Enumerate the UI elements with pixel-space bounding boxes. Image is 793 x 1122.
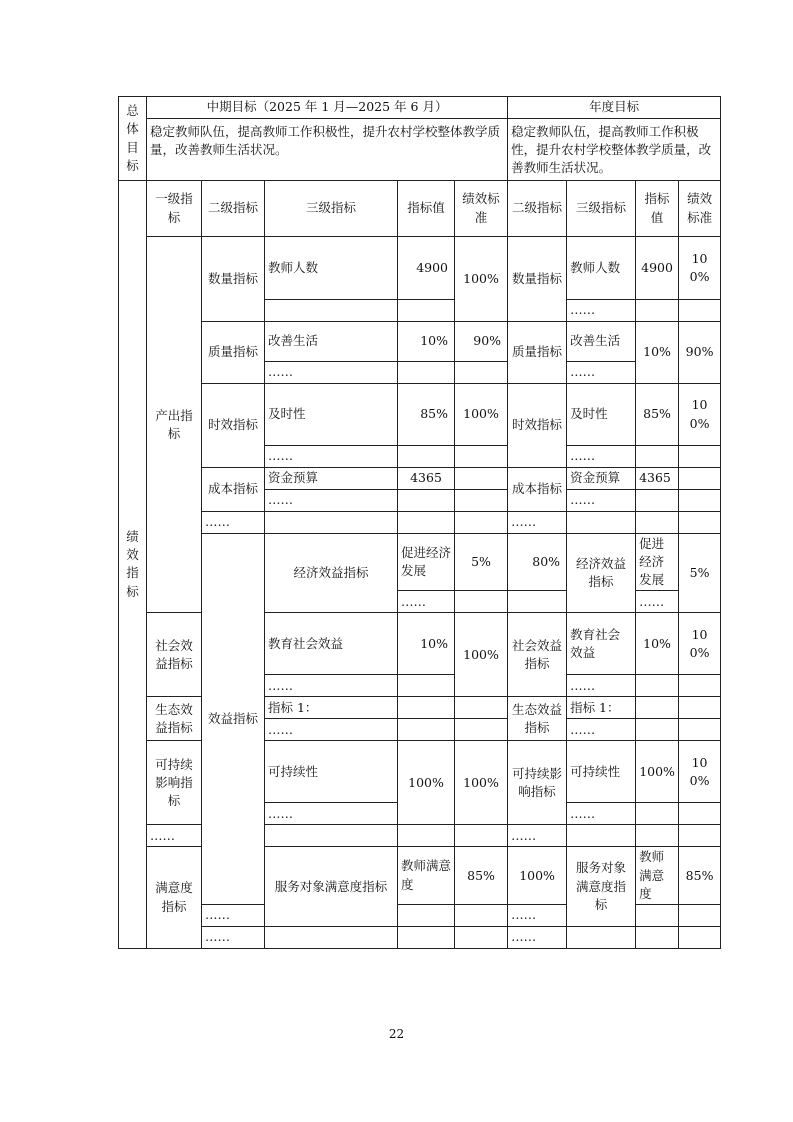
- benefit-indicators-label: 效益指标: [202, 534, 265, 905]
- empty-cell: [636, 300, 679, 322]
- performance-indicators-label: 绩效指标: [119, 181, 147, 949]
- timeliness-more: ……: [265, 446, 398, 468]
- ecological-item: 指标 1：: [265, 697, 398, 719]
- empty-cell: [679, 904, 721, 926]
- empty-cell: [398, 926, 455, 948]
- annual-social-more: ……: [567, 675, 636, 697]
- annual-quantity-item: 教师人数: [567, 237, 636, 300]
- empty-cell: [398, 697, 455, 719]
- annual-social-label: 社会效益指标: [508, 613, 567, 697]
- empty-cell: [455, 591, 508, 613]
- annual-ecological-more: ……: [567, 719, 636, 741]
- empty-cell: [636, 490, 679, 512]
- empty-cell: [567, 926, 636, 948]
- quantity-value: 4900: [398, 237, 455, 300]
- annual-timeliness-item: 及时性: [567, 384, 636, 446]
- social-indicator-label: 社会效益指标: [147, 613, 202, 697]
- annual-economic-label: 经济效益指标: [567, 534, 636, 613]
- annual-quantity-label: 数量指标: [508, 237, 567, 322]
- empty-cell: [455, 719, 508, 741]
- quantity-blank-value: [398, 300, 455, 322]
- empty-cell: [398, 719, 455, 741]
- output-more: ……: [202, 512, 265, 534]
- output-indicators-label: 产出指标: [147, 237, 202, 613]
- cost-item: 资金预算: [265, 468, 398, 490]
- annual-timeliness-value: 85%: [636, 384, 679, 446]
- empty-cell: [636, 675, 679, 697]
- annual-sustainable-label: 可持续影响指标: [508, 741, 567, 825]
- empty-cell: [679, 490, 721, 512]
- annual-quality-item: 改善生活: [567, 322, 636, 362]
- empty-cell: [508, 591, 567, 613]
- annual-quantity-value: 4900: [636, 237, 679, 300]
- annual-timeliness-label: 时效指标: [508, 384, 567, 468]
- overall-target-label: 总体目标: [119, 97, 147, 181]
- empty-cell: [398, 675, 455, 697]
- empty-cell: [398, 362, 455, 384]
- empty-cell: [679, 468, 721, 490]
- midterm-target-header: 中期目标（2025 年 1 月—2025 年 6 月）: [147, 97, 508, 119]
- annual-sustainable-more: ……: [567, 803, 636, 825]
- economic-value: 5%: [455, 534, 508, 591]
- timeliness-value: 85%: [398, 384, 455, 446]
- annual-social-value: 10%: [636, 613, 679, 675]
- annual-quality-value: 10%: [636, 322, 679, 384]
- economic-indicator-label: 经济效益指标: [265, 534, 398, 613]
- empty-cell: [455, 512, 508, 534]
- empty-cell: [398, 825, 455, 847]
- annual-header-level2: 二级指标: [508, 181, 567, 237]
- annual-header-value: 指标值: [636, 181, 679, 237]
- social-standard: 100%: [455, 613, 508, 697]
- annual-quality-more: ……: [567, 362, 636, 384]
- empty-cell: [455, 468, 508, 490]
- annual-output-more: ……: [508, 512, 567, 534]
- empty-cell: [265, 512, 398, 534]
- annual-cost-item: 资金预算: [567, 468, 636, 490]
- social-value: 10%: [398, 613, 455, 675]
- economic-item: 促进经济发展: [398, 534, 455, 591]
- social-item: 教育社会效益: [265, 613, 398, 675]
- annual-target-header: 年度目标: [508, 97, 721, 119]
- quality-item: 改善生活: [265, 322, 398, 362]
- quality-standard: 90%: [455, 322, 508, 362]
- annual-service-more: ……: [508, 904, 567, 926]
- sustainable-standard: 100%: [455, 741, 508, 825]
- economic-standard: 80%: [508, 534, 567, 591]
- service-item: 教师满意度: [398, 847, 455, 904]
- empty-cell: [636, 904, 679, 926]
- empty-cell: [455, 446, 508, 468]
- annual-quality-label: 质量指标: [508, 322, 567, 384]
- economic-more: ……: [398, 591, 455, 613]
- empty-cell: [455, 825, 508, 847]
- quantity-standard: 100%: [455, 237, 508, 322]
- annual-service-value: 85%: [679, 847, 721, 904]
- empty-cell: [636, 697, 679, 719]
- satisfaction-more: ……: [202, 926, 265, 948]
- service-satisfaction-label: 服务对象满意度指标: [265, 847, 398, 926]
- empty-cell: [636, 803, 679, 825]
- cost-indicator-label: 成本指标: [202, 468, 265, 512]
- header-level1: 一级指标: [147, 181, 202, 237]
- quantity-indicator-label: 数量指标: [202, 237, 265, 322]
- empty-cell: [679, 926, 721, 948]
- annual-quantity-more: ……: [567, 300, 636, 322]
- header-standard: 绩效标准: [455, 181, 508, 237]
- annual-ecological-label: 生态效益指标: [508, 697, 567, 741]
- annual-satisfaction-more: ……: [508, 926, 567, 948]
- annual-quantity-standard: 100%: [679, 237, 721, 300]
- annual-quality-standard: 90%: [679, 322, 721, 384]
- annual-social-standard: 100%: [679, 613, 721, 675]
- annual-sustainable-value: 100%: [636, 741, 679, 803]
- sustainable-item: 可持续性: [265, 741, 398, 803]
- empty-cell: [636, 825, 679, 847]
- sustainable-indicator-label: 可持续影响指标: [147, 741, 202, 825]
- annual-social-item: 教育社会效益: [567, 613, 636, 675]
- empty-cell: [679, 719, 721, 741]
- annual-benefit-more: ……: [508, 825, 567, 847]
- annual-cost-label: 成本指标: [508, 468, 567, 512]
- empty-cell: [398, 512, 455, 534]
- empty-cell: [455, 697, 508, 719]
- empty-cell: [636, 719, 679, 741]
- empty-cell: [567, 512, 636, 534]
- quantity-blank-item: [265, 300, 398, 322]
- quality-indicator-label: 质量指标: [202, 322, 265, 384]
- annual-sustainable-item: 可持续性: [567, 741, 636, 803]
- annual-economic-value: 5%: [679, 534, 721, 613]
- annual-timeliness-more: ……: [567, 446, 636, 468]
- timeliness-item: 及时性: [265, 384, 398, 446]
- empty-cell: [679, 675, 721, 697]
- ecological-indicator-label: 生态效益指标: [147, 697, 202, 741]
- sustainable-more: ……: [265, 803, 398, 825]
- quality-more: ……: [265, 362, 398, 384]
- cost-more: ……: [265, 490, 398, 512]
- quality-value: 10%: [398, 322, 455, 362]
- empty-cell: [455, 904, 508, 926]
- timeliness-indicator-label: 时效指标: [202, 384, 265, 468]
- annual-cost-value: 4365: [636, 468, 679, 490]
- ecological-more: ……: [265, 719, 398, 741]
- empty-cell: [398, 904, 455, 926]
- satisfaction-indicators-label: 满意度指标: [147, 847, 202, 948]
- annual-target-text: 稳定教师队伍，提高教师工作积极性，提升农村学校整体教学质量，改善教师生活状况。: [508, 119, 721, 181]
- header-value: 指标值: [398, 181, 455, 237]
- empty-cell: [398, 446, 455, 468]
- annual-header-level3: 三级指标: [567, 181, 636, 237]
- benefit-more: ……: [147, 825, 202, 847]
- empty-cell: [679, 697, 721, 719]
- annual-timeliness-standard: 100%: [679, 384, 721, 446]
- empty-cell: [636, 926, 679, 948]
- midterm-target-text: 稳定教师队伍，提高教师工作积极性，提升农村学校整体教学质量，改善教师生活状况。: [147, 119, 508, 181]
- service-standard: 100%: [508, 847, 567, 904]
- empty-cell: [636, 512, 679, 534]
- annual-header-standard: 绩效标准: [679, 181, 721, 237]
- empty-cell: [679, 803, 721, 825]
- empty-cell: [679, 446, 721, 468]
- quantity-item: 教师人数: [265, 237, 398, 300]
- empty-cell: [679, 512, 721, 534]
- empty-cell: [679, 825, 721, 847]
- social-more: ……: [265, 675, 398, 697]
- empty-cell: [567, 825, 636, 847]
- annual-ecological-item: 指标 1：: [567, 697, 636, 719]
- page-number: 22: [388, 1027, 405, 1041]
- annual-service-item: 教师满意度: [636, 847, 679, 904]
- service-value: 85%: [455, 847, 508, 904]
- annual-economic-item: 促进经济发展: [636, 534, 679, 591]
- sustainable-value: 100%: [398, 741, 455, 825]
- timeliness-standard: 100%: [455, 384, 508, 446]
- annual-sustainable-standard: 100%: [679, 741, 721, 803]
- performance-target-table: [118, 96, 721, 949]
- header-level2: 二级指标: [202, 181, 265, 237]
- empty-cell: [265, 926, 398, 948]
- empty-cell: [455, 362, 508, 384]
- empty-cell: [455, 926, 508, 948]
- annual-cost-more: ……: [567, 490, 636, 512]
- annual-economic-more: ……: [636, 591, 679, 613]
- empty-cell: [455, 490, 508, 512]
- header-level3: 三级指标: [265, 181, 398, 237]
- empty-cell: [636, 446, 679, 468]
- service-more: ……: [202, 904, 265, 926]
- empty-cell: [398, 490, 455, 512]
- empty-cell: [679, 300, 721, 322]
- empty-cell: [265, 825, 398, 847]
- cost-value: 4365: [398, 468, 455, 490]
- annual-service-label: 服务对象满意度指标: [567, 847, 636, 926]
